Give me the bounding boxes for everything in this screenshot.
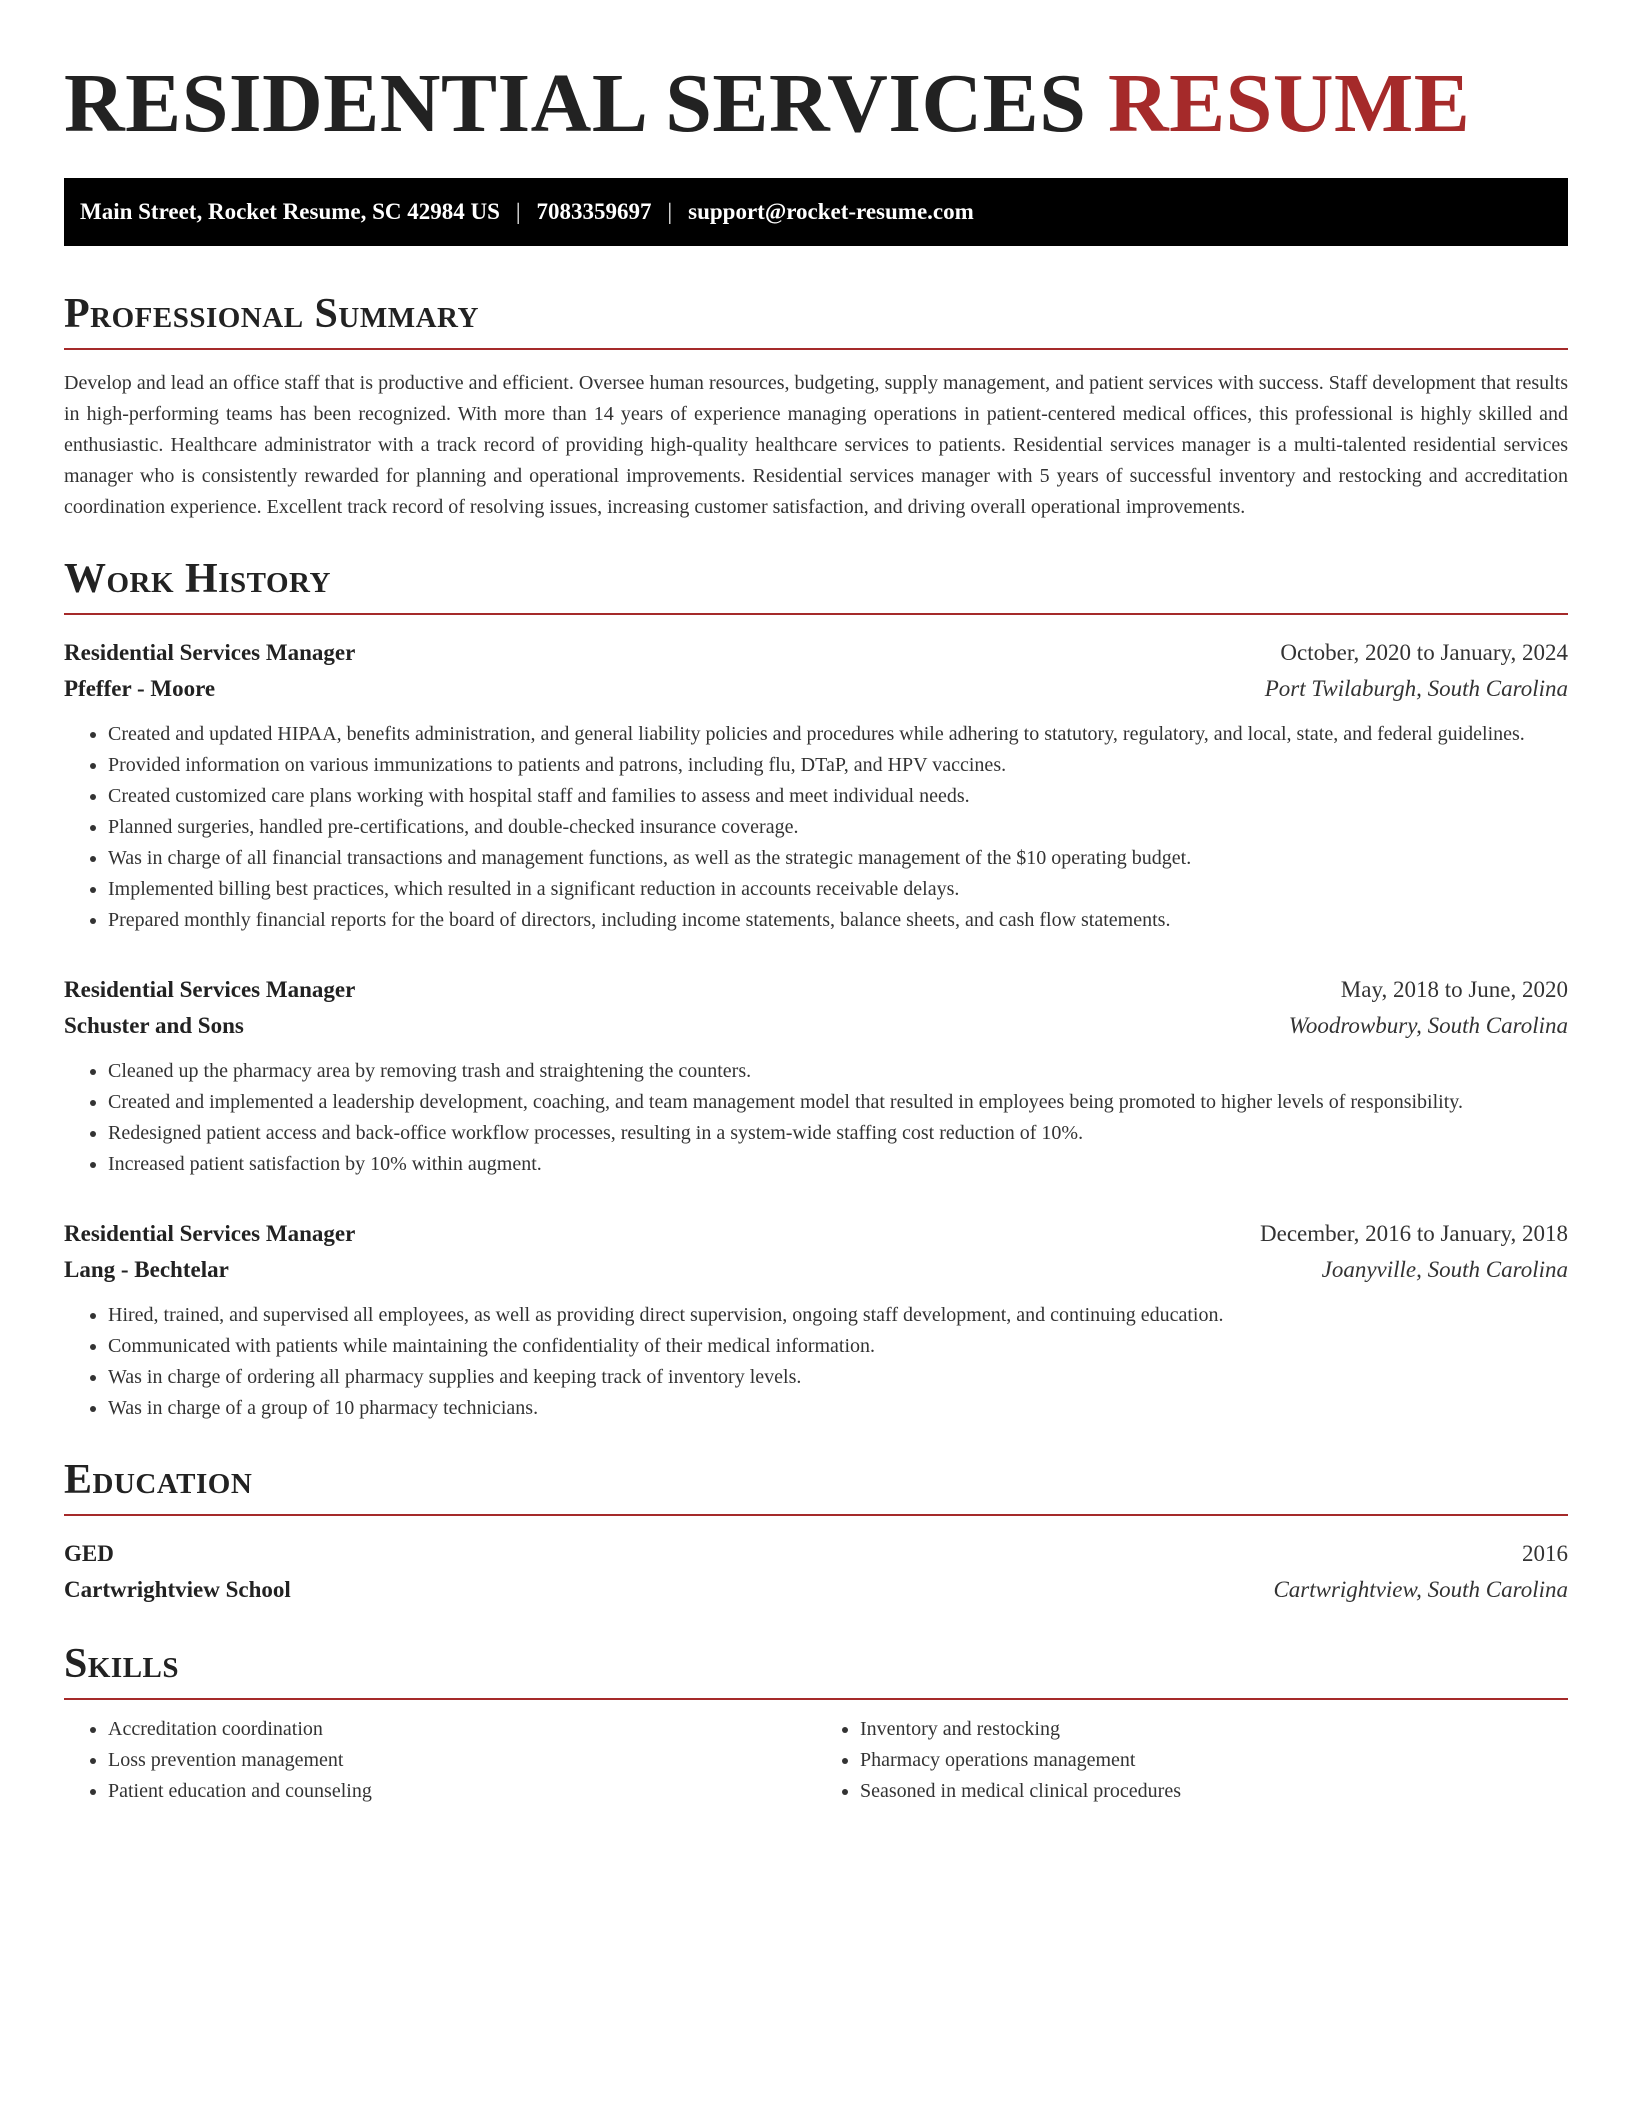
work-history-heading: Work History — [64, 553, 1568, 615]
job-title: Residential Services Manager — [64, 977, 356, 1002]
skill-item: • Loss prevention management — [108, 1745, 816, 1776]
education-location: Cartwrightview, South Carolina — [1273, 1577, 1568, 1602]
skills-grid — [64, 1714, 1568, 1807]
job-bullets — [64, 719, 1568, 936]
summary-text: Develop and lead an office staff that is productive and efficient. Oversee human resources, budgeting, supply management, and patient services with success. Staff development that results in high-performing teams has been recognized. With more than 14 years of experience managing operations in patient-centered medical offices, this professional is highly skilled and enthusiastic. Healthcare administrator with a track record of providing high-quality healthcare services to patients. Residential services manager is a multi-talented residential services manager who is consistently rewarded for planning and operational improvements. Residential services manager with 5 years of successful inventory and restocking and accreditation coordination experience. Excellent track record of resolving issues, increasing customer satisfaction, and driving overall operational improvements. — [64, 372, 1568, 518]
job-company: Pfeffer - Moore — [64, 676, 216, 701]
skill-item: • Pharmacy operations management — [860, 1745, 1568, 1776]
job-bullet: • Implemented billing best practices, which resulted in a significant reduction in accounts receivable delays. — [108, 874, 1568, 905]
education-year: 2016 — [1522, 1541, 1568, 1566]
job-bullet: • Created customized care plans working with hospital staff and families to assess and meet individual needs. — [108, 781, 1568, 812]
job-bullet: • Was in charge of ordering all pharmacy supplies and keeping track of inventory levels. — [108, 1362, 1568, 1393]
job-title: Residential Services Manager — [64, 1221, 356, 1246]
job-location: Port Twilaburgh, South Carolina — [1264, 676, 1568, 701]
education-heading: Education — [64, 1454, 1568, 1516]
job-dates: October, 2020 to January, 2024 — [1280, 640, 1568, 665]
job-dates: May, 2018 to June, 2020 — [1340, 977, 1568, 1002]
summary-section — [64, 288, 1568, 523]
job-bullet: • Planned surgeries, handled pre-certifications, and double-checked insurance coverage. — [108, 812, 1568, 843]
skills-heading: Skills — [64, 1638, 1568, 1700]
job-title: Residential Services Manager — [64, 640, 356, 665]
job-bullet: • Prepared monthly financial reports for the board of directors, including income statements, balance sheets, and cash flow statements. — [108, 905, 1568, 936]
skill-item: • Inventory and restocking — [860, 1714, 1568, 1745]
job-entry — [64, 972, 1568, 1180]
job-bullet: • Was in charge of a group of 10 pharmacy technicians. — [108, 1393, 1568, 1424]
job-bullets — [64, 1300, 1568, 1424]
education-degree: GED — [64, 1541, 114, 1566]
job-bullet: • Communicated with patients while maintaining the confidentiality of their medical information. — [108, 1331, 1568, 1362]
education-school: Cartwrightview School — [64, 1577, 291, 1602]
skill-item: • Patient education and counseling — [108, 1776, 816, 1807]
skills-column-right — [816, 1714, 1568, 1807]
contact-address: Main Street, Rocket Resume, SC 42984 US — [80, 199, 500, 224]
contact-bar — [64, 178, 1568, 246]
title-accent: RESUME — [1107, 57, 1471, 150]
skills-section — [64, 1638, 1568, 1807]
title-main: RESIDENTIAL SERVICES — [64, 57, 1087, 150]
contact-email: support@rocket-resume.com — [688, 199, 974, 224]
contact-phone: 7083359697 — [536, 199, 652, 224]
job-company: Schuster and Sons — [64, 1013, 244, 1038]
job-location: Joanyville, South Carolina — [1321, 1257, 1568, 1282]
resume-title — [64, 0, 1568, 152]
job-entry — [64, 635, 1568, 936]
skills-column-left — [64, 1714, 816, 1807]
job-bullet: • Cleaned up the pharmacy area by removing trash and straightening the counters. — [108, 1056, 1568, 1087]
work-history-section — [64, 553, 1568, 1424]
skill-item: • Seasoned in medical clinical procedures — [860, 1776, 1568, 1807]
contact-separator: | — [515, 199, 521, 224]
summary-heading: Professional Summary — [64, 288, 1568, 350]
job-bullet: • Provided information on various immunizations to patients and patrons, including flu, DTaP, and HPV vaccines. — [108, 750, 1568, 781]
education-entry — [64, 1536, 1568, 1608]
contact-separator: | — [667, 199, 673, 224]
job-entry — [64, 1216, 1568, 1424]
education-section — [64, 1454, 1568, 1608]
job-location: Woodrowbury, South Carolina — [1288, 1013, 1568, 1038]
job-bullet: • Created and updated HIPAA, benefits administration, and general liability policies and procedures while adhering to statutory, regulatory, and local, state, and federal guidelines. — [108, 719, 1568, 750]
job-bullet: • Increased patient satisfaction by 10% within augment. — [108, 1149, 1568, 1180]
skill-item: • Accreditation coordination — [108, 1714, 816, 1745]
job-bullet: • Created and implemented a leadership development, coaching, and team management model that resulted in employees being promoted to higher levels of responsibility. — [108, 1087, 1568, 1118]
job-bullet: • Redesigned patient access and back-office workflow processes, resulting in a system-wide staffing cost reduction of 10%. — [108, 1118, 1568, 1149]
job-dates: December, 2016 to January, 2018 — [1260, 1221, 1568, 1246]
job-bullet: • Hired, trained, and supervised all employees, as well as providing direct supervision, ongoing staff development, and continuing education. — [108, 1300, 1568, 1331]
job-company: Lang - Bechtelar — [64, 1257, 229, 1282]
job-bullet: • Was in charge of all financial transactions and management functions, as well as the strategic management of the $10 operating budget. — [108, 843, 1568, 874]
job-bullets — [64, 1056, 1568, 1180]
